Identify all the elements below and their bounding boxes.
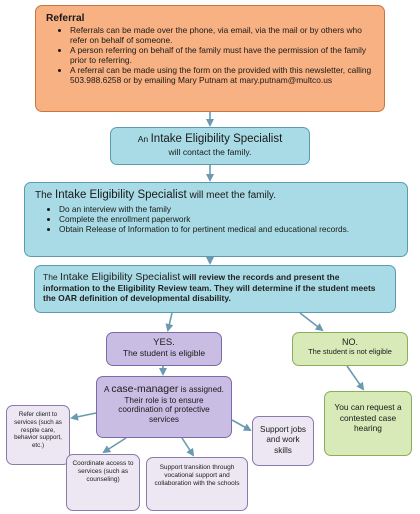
contact-text: will contact the family. [168,146,252,157]
arrow-no-to-contested [347,366,363,389]
arrow-cm-to-transition [182,438,193,455]
case-manager-role: case-manager [111,383,179,395]
coordinate-box [66,454,140,511]
yes-text: The student is eligible [122,348,206,359]
case-manager-text: is assigned. Their role is to ensure coordination of protective services [118,385,224,425]
meet-role: Intake Eligibility Specialist [55,189,187,201]
contact-box [110,127,310,165]
review-text: will review the records and present the information to the Eligibility Review team. They will determine if the student meets the OAR definition of developmental disability. [43,272,376,304]
case-manager-prefix: A [104,385,110,394]
transition-text: Support transition through vocational support and collaboration with the schools [154,464,240,488]
no-text: The student is not eligible [308,346,392,356]
coordinate-text: Coordinate access to services (such as counseling) [72,460,134,484]
referral-title: Referral [46,13,85,24]
yes-title: YES. [153,337,175,348]
meet-item: • Complete the enrollment paperwork [59,215,397,225]
review-box [34,265,396,313]
contact-role: Intake Eligibility Specialist [150,133,283,145]
refer-client-box [6,405,70,465]
contact-prefix: An [137,134,149,144]
referral-list [46,26,374,85]
meet-prefix: The [35,190,53,201]
referral-box [35,5,385,112]
meet-suffix: will meet the family. [189,190,276,201]
arrow-cm-to-refer [72,413,96,418]
meet-heading [35,189,397,203]
meet-item: • Obtain Release of Information to for pertinent medical and educational records. [59,225,397,235]
arrow-cm-to-coordinate [104,438,126,452]
review-prefix: The [43,272,58,282]
referral-item: • Referrals can be made over the phone, via email, via the mail or by others who refer on behalf of someone. [70,26,374,46]
arrow-cm-to-jobs [232,420,250,430]
arrow-review-to-no [300,313,322,330]
arrow-review-to-yes [168,313,172,330]
contested-text: You can request a contested case hearing [334,402,402,433]
contact-line [117,133,303,147]
meet-item: • Do an interview with the family [59,205,397,215]
no-box [292,332,408,366]
meet-list [35,205,397,235]
case-manager-box [96,376,232,438]
contested-box [324,391,412,456]
jobs-box [252,416,314,466]
referral-item: • A referral can be made using the form on the provided with this newsletter, calling 503.988.6258 or by emailing Mary Putnam at mary.putnam@multco.us [70,66,374,86]
no-title: NO. [341,337,358,347]
yes-box [106,332,222,366]
meet-box [24,182,408,257]
review-role: Intake Eligibility Specialist [60,271,181,283]
jobs-text: Support jobs and work skills [260,425,306,455]
refer-client-text: Refer client to services (such as respite care, behavior support, etc.) [14,411,62,449]
transition-box [146,457,248,511]
referral-item: • A person referring on behalf of the family must have the permission of the family prior to referring. [70,46,374,66]
